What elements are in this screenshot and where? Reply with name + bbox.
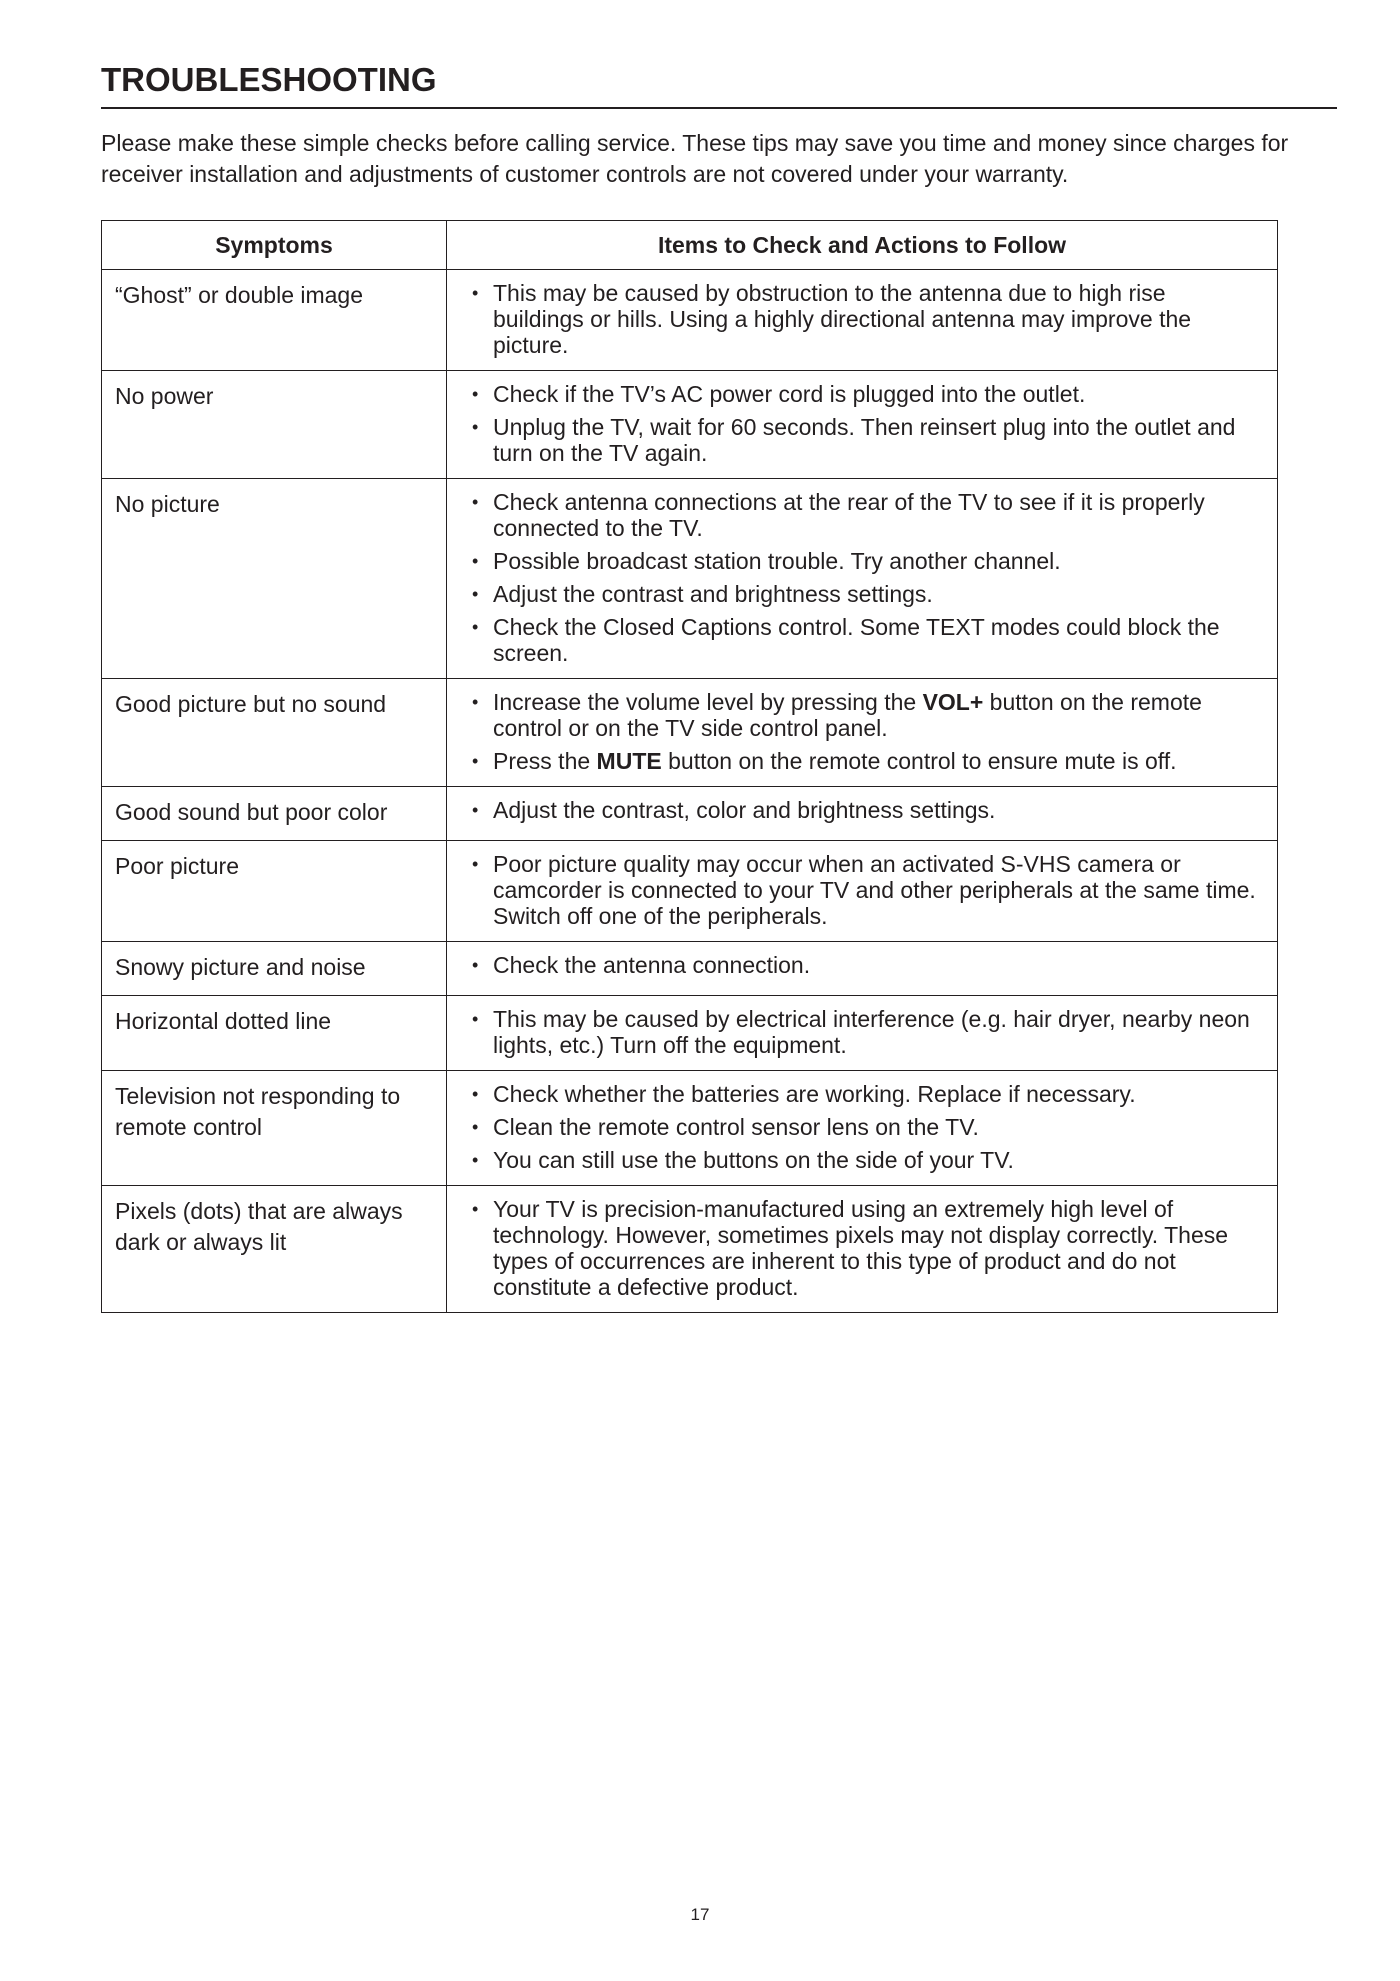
bullet-icon: • [472,492,479,512]
symptom-cell: Horizontal dotted line [102,996,447,1071]
action-item [472,581,1257,607]
symptom-cell: No picture [102,479,447,679]
table-row [102,371,1278,479]
action-text: button on the remote control or on the TV side control panel. [493,689,1202,741]
action-text: This may be caused by electrical interference (e.g. hair dryer, nearby neon lights, etc.) Turn off the equipment. [493,1006,1250,1058]
action-item [472,1081,1257,1107]
table-header-row [102,221,1278,270]
actions-cell [447,371,1278,479]
action-text: Check if the TV’s AC power cord is plugged into the outlet. [493,381,1086,407]
action-item [472,489,1257,541]
actions-list [472,797,1257,823]
action-text: Check the antenna connection. [493,952,811,978]
actions-cell [447,787,1278,841]
symptom-cell: Good sound but poor color [102,787,447,841]
page-title: TROUBLESHOOTING [101,61,437,98]
action-item [472,797,1257,823]
action-text: Possible broadcast station trouble. Try another channel. [493,548,1061,574]
action-text: Adjust the contrast and brightness settings. [493,581,933,607]
action-item [472,381,1257,407]
actions-list [472,689,1257,774]
bullet-icon: • [472,584,479,604]
table-row [102,479,1278,679]
action-item [472,1196,1257,1300]
actions-cell [447,679,1278,787]
actions-cell [447,479,1278,679]
action-item [472,1114,1257,1140]
action-text: Check antenna connections at the rear of the TV to see if it is properly connected to the TV. [493,489,1205,541]
bullet-icon: • [472,417,479,437]
bullet-icon: • [472,283,479,303]
action-text: Poor picture quality may occur when an activated S-VHS camera or camcorder is connected to your TV and other peripherals at the same time. Switch off one of the peripherals. [493,851,1256,929]
action-item [472,1147,1257,1173]
symptom-cell: Pixels (dots) that are always dark or always lit [102,1186,447,1313]
bullet-icon: • [472,800,479,820]
column-header-actions: Items to Check and Actions to Follow [447,221,1278,270]
action-text: Check the Closed Captions control. Some TEXT modes could block the screen. [493,614,1220,666]
actions-list [472,489,1257,666]
page-number: 17 [690,1905,710,1924]
actions-cell [447,270,1278,371]
table-row [102,1186,1278,1313]
action-item [472,851,1257,929]
actions-list [472,952,1257,978]
symptom-cell: “Ghost” or double image [102,270,447,371]
action-item [472,614,1257,666]
table-body [102,270,1278,1313]
action-item [472,548,1257,574]
actions-list [472,280,1257,358]
table-row [102,679,1278,787]
action-text: Your TV is precision-manufactured using an extremely high level of technology. However, sometimes pixels may not display correctly. These types of occurrences are inherent to this type of product and do not constitute a defective product. [493,1196,1229,1300]
bullet-icon: • [472,1084,479,1104]
actions-cell [447,841,1278,942]
table-row [102,841,1278,942]
table-row [102,1071,1278,1186]
title-divider [101,107,1337,109]
action-item [472,952,1257,978]
actions-cell [447,942,1278,996]
action-item [472,689,1257,741]
table-row [102,942,1278,996]
bullet-icon: • [472,854,479,874]
bullet-icon: • [472,617,479,637]
intro-paragraph: Please make these simple checks before calling service. These tips may save you time and money since charges for receiver installation and adjustments of customer controls are not covered under your warranty. [101,130,1289,187]
actions-cell [447,1071,1278,1186]
actions-list [472,381,1257,466]
column-header-symptoms: Symptoms [102,221,447,270]
actions-list [472,851,1257,929]
bullet-icon: • [472,751,479,771]
actions-list [472,1006,1257,1058]
action-text: Unplug the TV, wait for 60 seconds. Then reinsert plug into the outlet and turn on the TV again. [493,414,1236,466]
action-text: Press the [493,748,597,774]
button-name-label: MUTE [596,748,662,774]
troubleshooting-table [101,220,1278,1313]
action-text: Check whether the batteries are working. Replace if necessary. [493,1081,1136,1107]
table-row [102,270,1278,371]
symptom-cell: Poor picture [102,841,447,942]
action-text: Adjust the contrast, color and brightness settings. [493,797,996,823]
action-text: You can still use the buttons on the side of your TV. [493,1147,1014,1173]
action-text: This may be caused by obstruction to the antenna due to high rise buildings or hills. Using a highly directional antenna may improve the picture. [493,280,1192,358]
action-item [472,748,1257,774]
action-text: button on the remote control to ensure mute is off. [661,748,1177,774]
bullet-icon: • [472,955,479,975]
symptom-cell: Good picture but no sound [102,679,447,787]
table-row [102,996,1278,1071]
actions-cell [447,996,1278,1071]
bullet-icon: • [472,1009,479,1029]
symptom-cell: Television not responding to remote control [102,1071,447,1186]
actions-cell [447,1186,1278,1313]
actions-list [472,1196,1257,1300]
table-row [102,787,1278,841]
action-text: Clean the remote control sensor lens on the TV. [493,1114,979,1140]
bullet-icon: • [472,384,479,404]
bullet-icon: • [472,551,479,571]
action-text: Increase the volume level by pressing the [493,689,923,715]
bullet-icon: • [472,1199,479,1219]
action-item [472,1006,1257,1058]
symptom-cell: Snowy picture and noise [102,942,447,996]
action-item [472,414,1257,466]
button-name-label: VOL+ [922,689,984,715]
actions-list [472,1081,1257,1173]
action-item [472,280,1257,358]
symptom-cell: No power [102,371,447,479]
bullet-icon: • [472,1117,479,1137]
bullet-icon: • [472,692,479,712]
bullet-icon: • [472,1150,479,1170]
